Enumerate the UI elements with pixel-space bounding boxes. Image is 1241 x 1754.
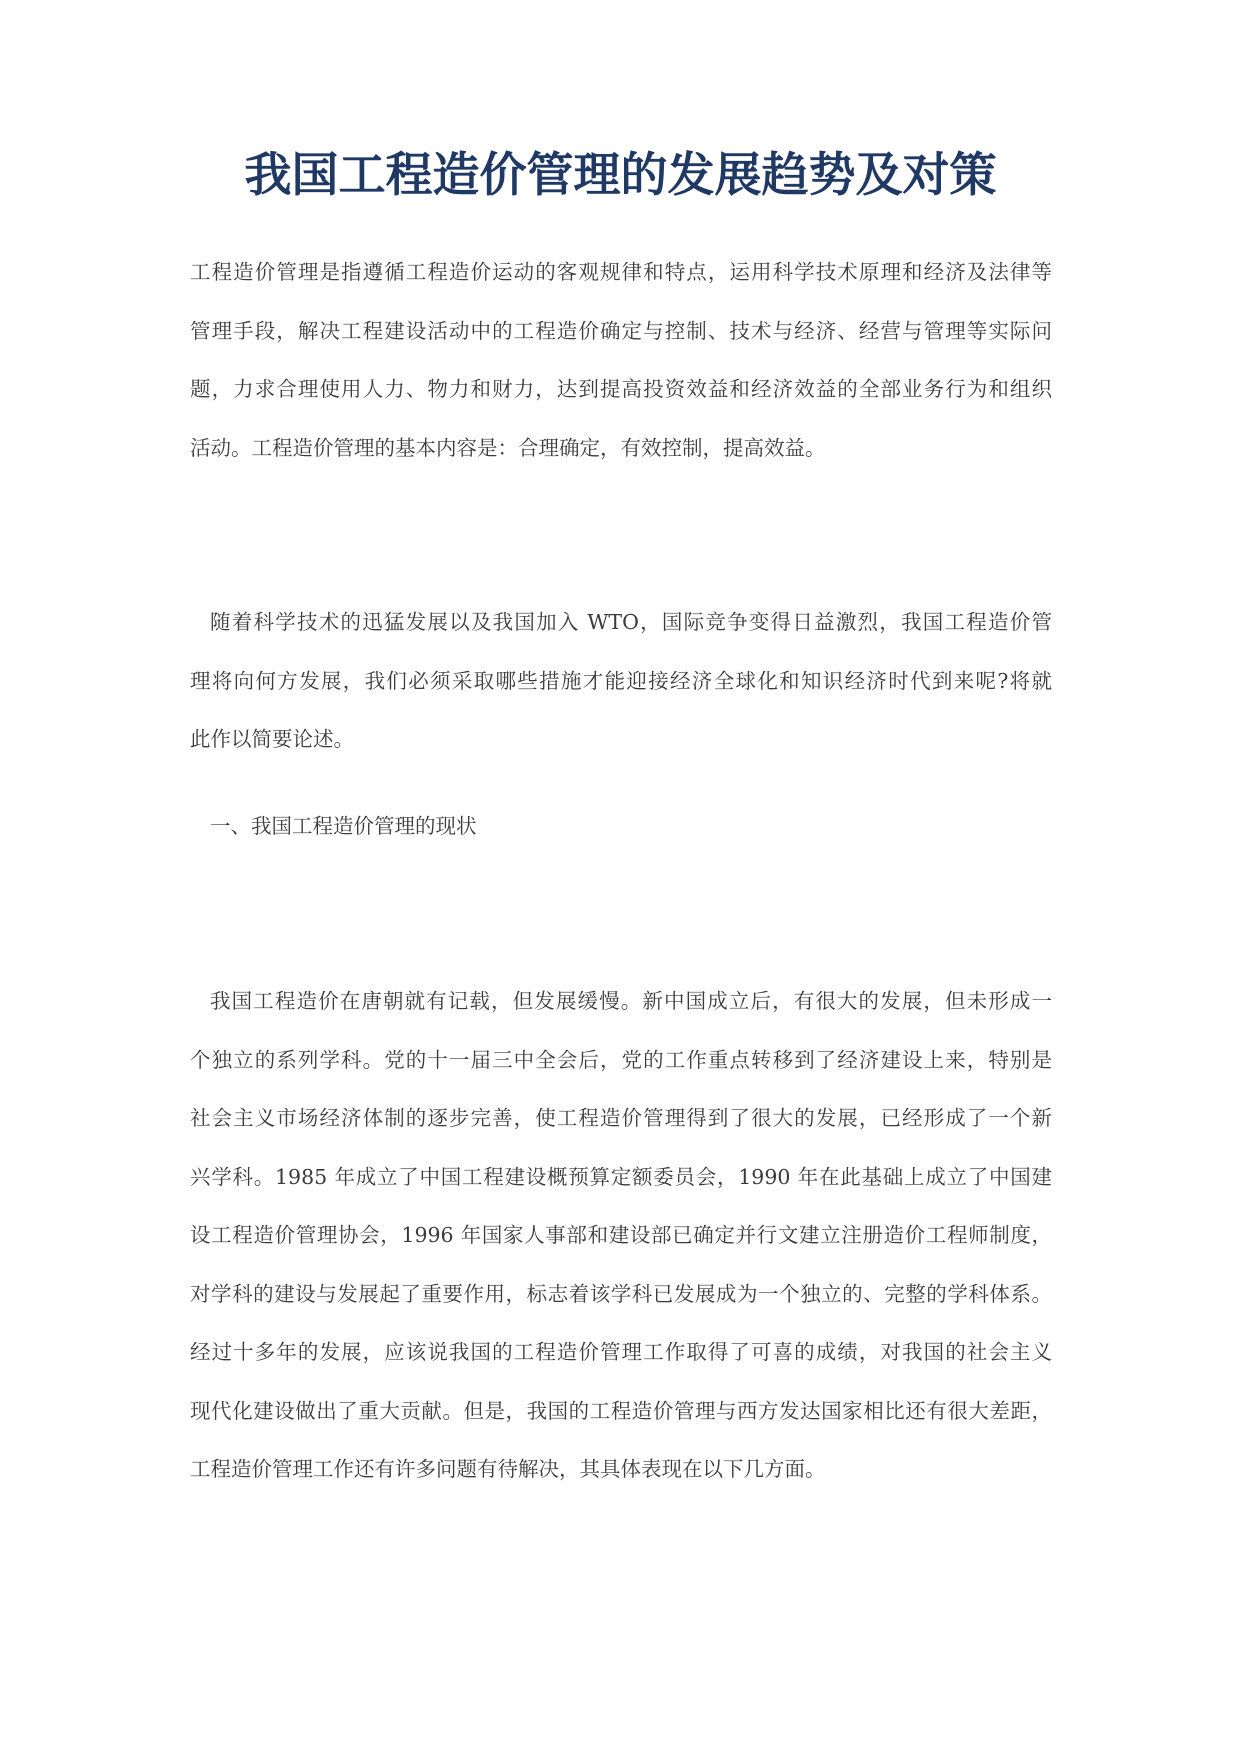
paragraph-line: 社会主义市场经济体制的逐步完善，使工程造价管理得到了很大的发展，已经形成了一个新 bbox=[190, 1106, 1052, 1130]
paragraph-line: 个独立的系列学科。党的十一届三中全会后，党的工作重点转移到了经济建设上来，特别是 bbox=[190, 1047, 1052, 1072]
paragraph-line: 管理手段，解决工程建设活动中的工程造价确定与控制、技术与经济、经营与管理等实际问 bbox=[190, 318, 1052, 343]
paragraph-line: 工程造价管理是指遵循工程造价运动的客观规律和特点，运用科学技术原理和经济及法律等 bbox=[190, 260, 1052, 284]
paragraph-line: 对学科的建设与发展起了重要作用，标志着该学科已发展成为一个独立的、完整的学科体系。 bbox=[190, 1281, 1052, 1306]
paragraph-context bbox=[190, 593, 1052, 769]
paragraph-line: 经过十多年的发展，应该说我国的工程造价管理工作取得了可喜的成绩，对我国的社会主义 bbox=[190, 1340, 1052, 1364]
paragraph-intro bbox=[190, 243, 1052, 477]
paragraph-line: 随着科学技术的迅猛发展以及我国加入 WTO，国际竞争变得日益激烈，我国工程造价管 bbox=[210, 610, 1052, 634]
paragraph-line: 理将向何方发展，我们必须采取哪些措施才能迎接经济全球化和知识经济时代到来呢?将就 bbox=[190, 668, 1052, 693]
paragraph-line: 设工程造价管理协会，1996 年国家人事部和建设部已确定并行文建立注册造价工程师制度， bbox=[190, 1223, 1052, 1247]
paragraph-line: 兴学科。1985 年成立了中国工程建设概预算定额委员会，1990 年在此基础上成立了中国建 bbox=[190, 1164, 1052, 1189]
paragraph-line: 题，力求合理使用人力、物力和财力，达到提高投资效益和经济效益的全部业务行为和组织 bbox=[190, 377, 1052, 401]
paragraph-line: 活动。工程造价管理的基本内容是：合理确定，有效控制，提高效益。 bbox=[190, 435, 826, 460]
section-heading: 一、我国工程造价管理的现状 bbox=[210, 814, 477, 838]
paragraph-line: 我国工程造价在唐朝就有记载，但发展缓慢。新中国成立后，有很大的发展，但未形成一 bbox=[210, 989, 1052, 1013]
paragraph-line: 此作以简要论述。 bbox=[190, 727, 354, 751]
paragraph-status bbox=[190, 972, 1052, 1499]
paragraph-line: 工程造价管理工作还有许多问题有待解决，其具体表现在以下几方面。 bbox=[190, 1457, 826, 1481]
document-title: 我国工程造价管理的发展趋势及对策 bbox=[244, 148, 997, 203]
paragraph-line: 现代化建设做出了重大贡献。但是，我国的工程造价管理与西方发达国家相比还有很大差距， bbox=[190, 1398, 1052, 1423]
